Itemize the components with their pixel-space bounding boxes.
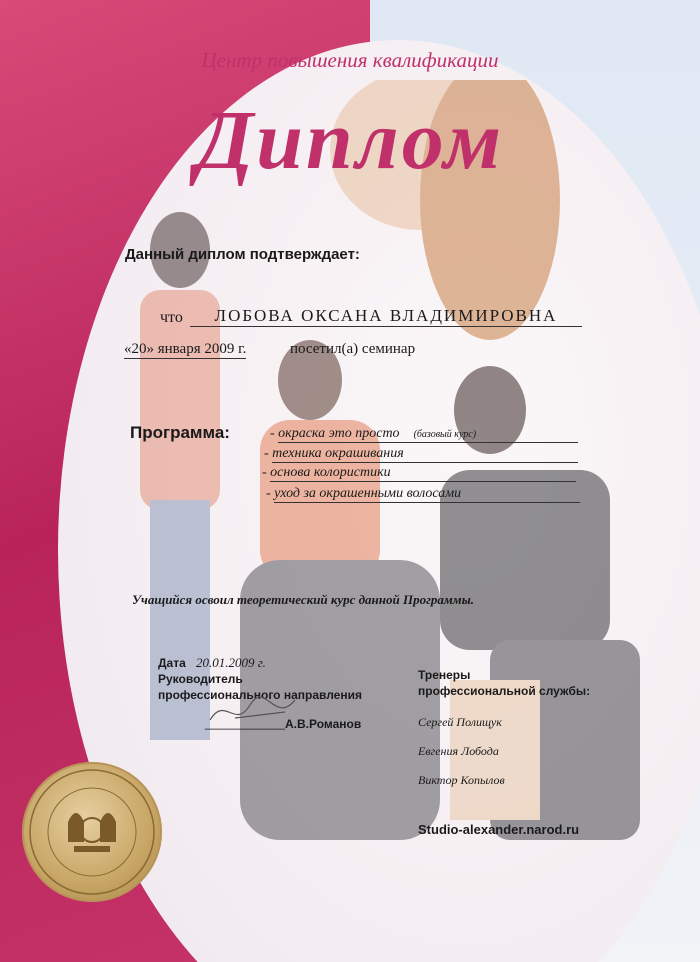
trainer-name: Сергей Полищук [418, 715, 502, 729]
head-name: А.В.Романов [285, 717, 362, 731]
that-label: что [160, 309, 183, 326]
program-item: - уход за окрашенными волосами [266, 486, 580, 503]
trainer-name: Виктор Копылов [418, 773, 505, 787]
trainers-label: Тренеры [418, 668, 471, 682]
date-value: 20.01.2009 г. [196, 655, 266, 670]
date-line: «20» января 2009 г. [124, 341, 247, 357]
program-item: - техника окрашивания [264, 446, 578, 463]
trainers-label: профессиональной службы: [418, 684, 591, 698]
head-label: Руководитель [158, 672, 243, 686]
program-item-text: основа колористики [270, 465, 576, 482]
program-item: - окраска это просто (базовый курс) [270, 426, 578, 443]
program-item-text: окраска это просто [278, 426, 400, 441]
confirms-text: Данный диплом подтверждает: [125, 246, 360, 263]
diploma-title: Диплом [195, 94, 505, 187]
program-item: - основа колористики [262, 465, 576, 482]
program-item-text: техника окрашивания [272, 446, 578, 463]
website-text: Studio-alexander.narod.ru [418, 822, 580, 837]
mastered-text: Учащийся освоил теоретический курс данной Программы. [132, 592, 474, 607]
center-subtitle: Центр повышения квалификации [201, 48, 499, 72]
program-item-note: (базовый курс) [413, 429, 477, 440]
program-label: Программа: [130, 423, 230, 442]
head-label: профессионального направления [158, 688, 362, 702]
signature-line: ____________ [205, 716, 286, 730]
date-label: Дата [158, 656, 186, 670]
attended-text: посетил(а) семинар [290, 341, 416, 357]
trainer-name: Евгения Лобода [418, 744, 499, 758]
student-name: ЛОБОВА ОКСАНА ВЛАДИМИРОВНА [190, 306, 582, 327]
studio-seal [22, 762, 162, 902]
program-item-text: уход за окрашенными волосами [274, 486, 580, 503]
